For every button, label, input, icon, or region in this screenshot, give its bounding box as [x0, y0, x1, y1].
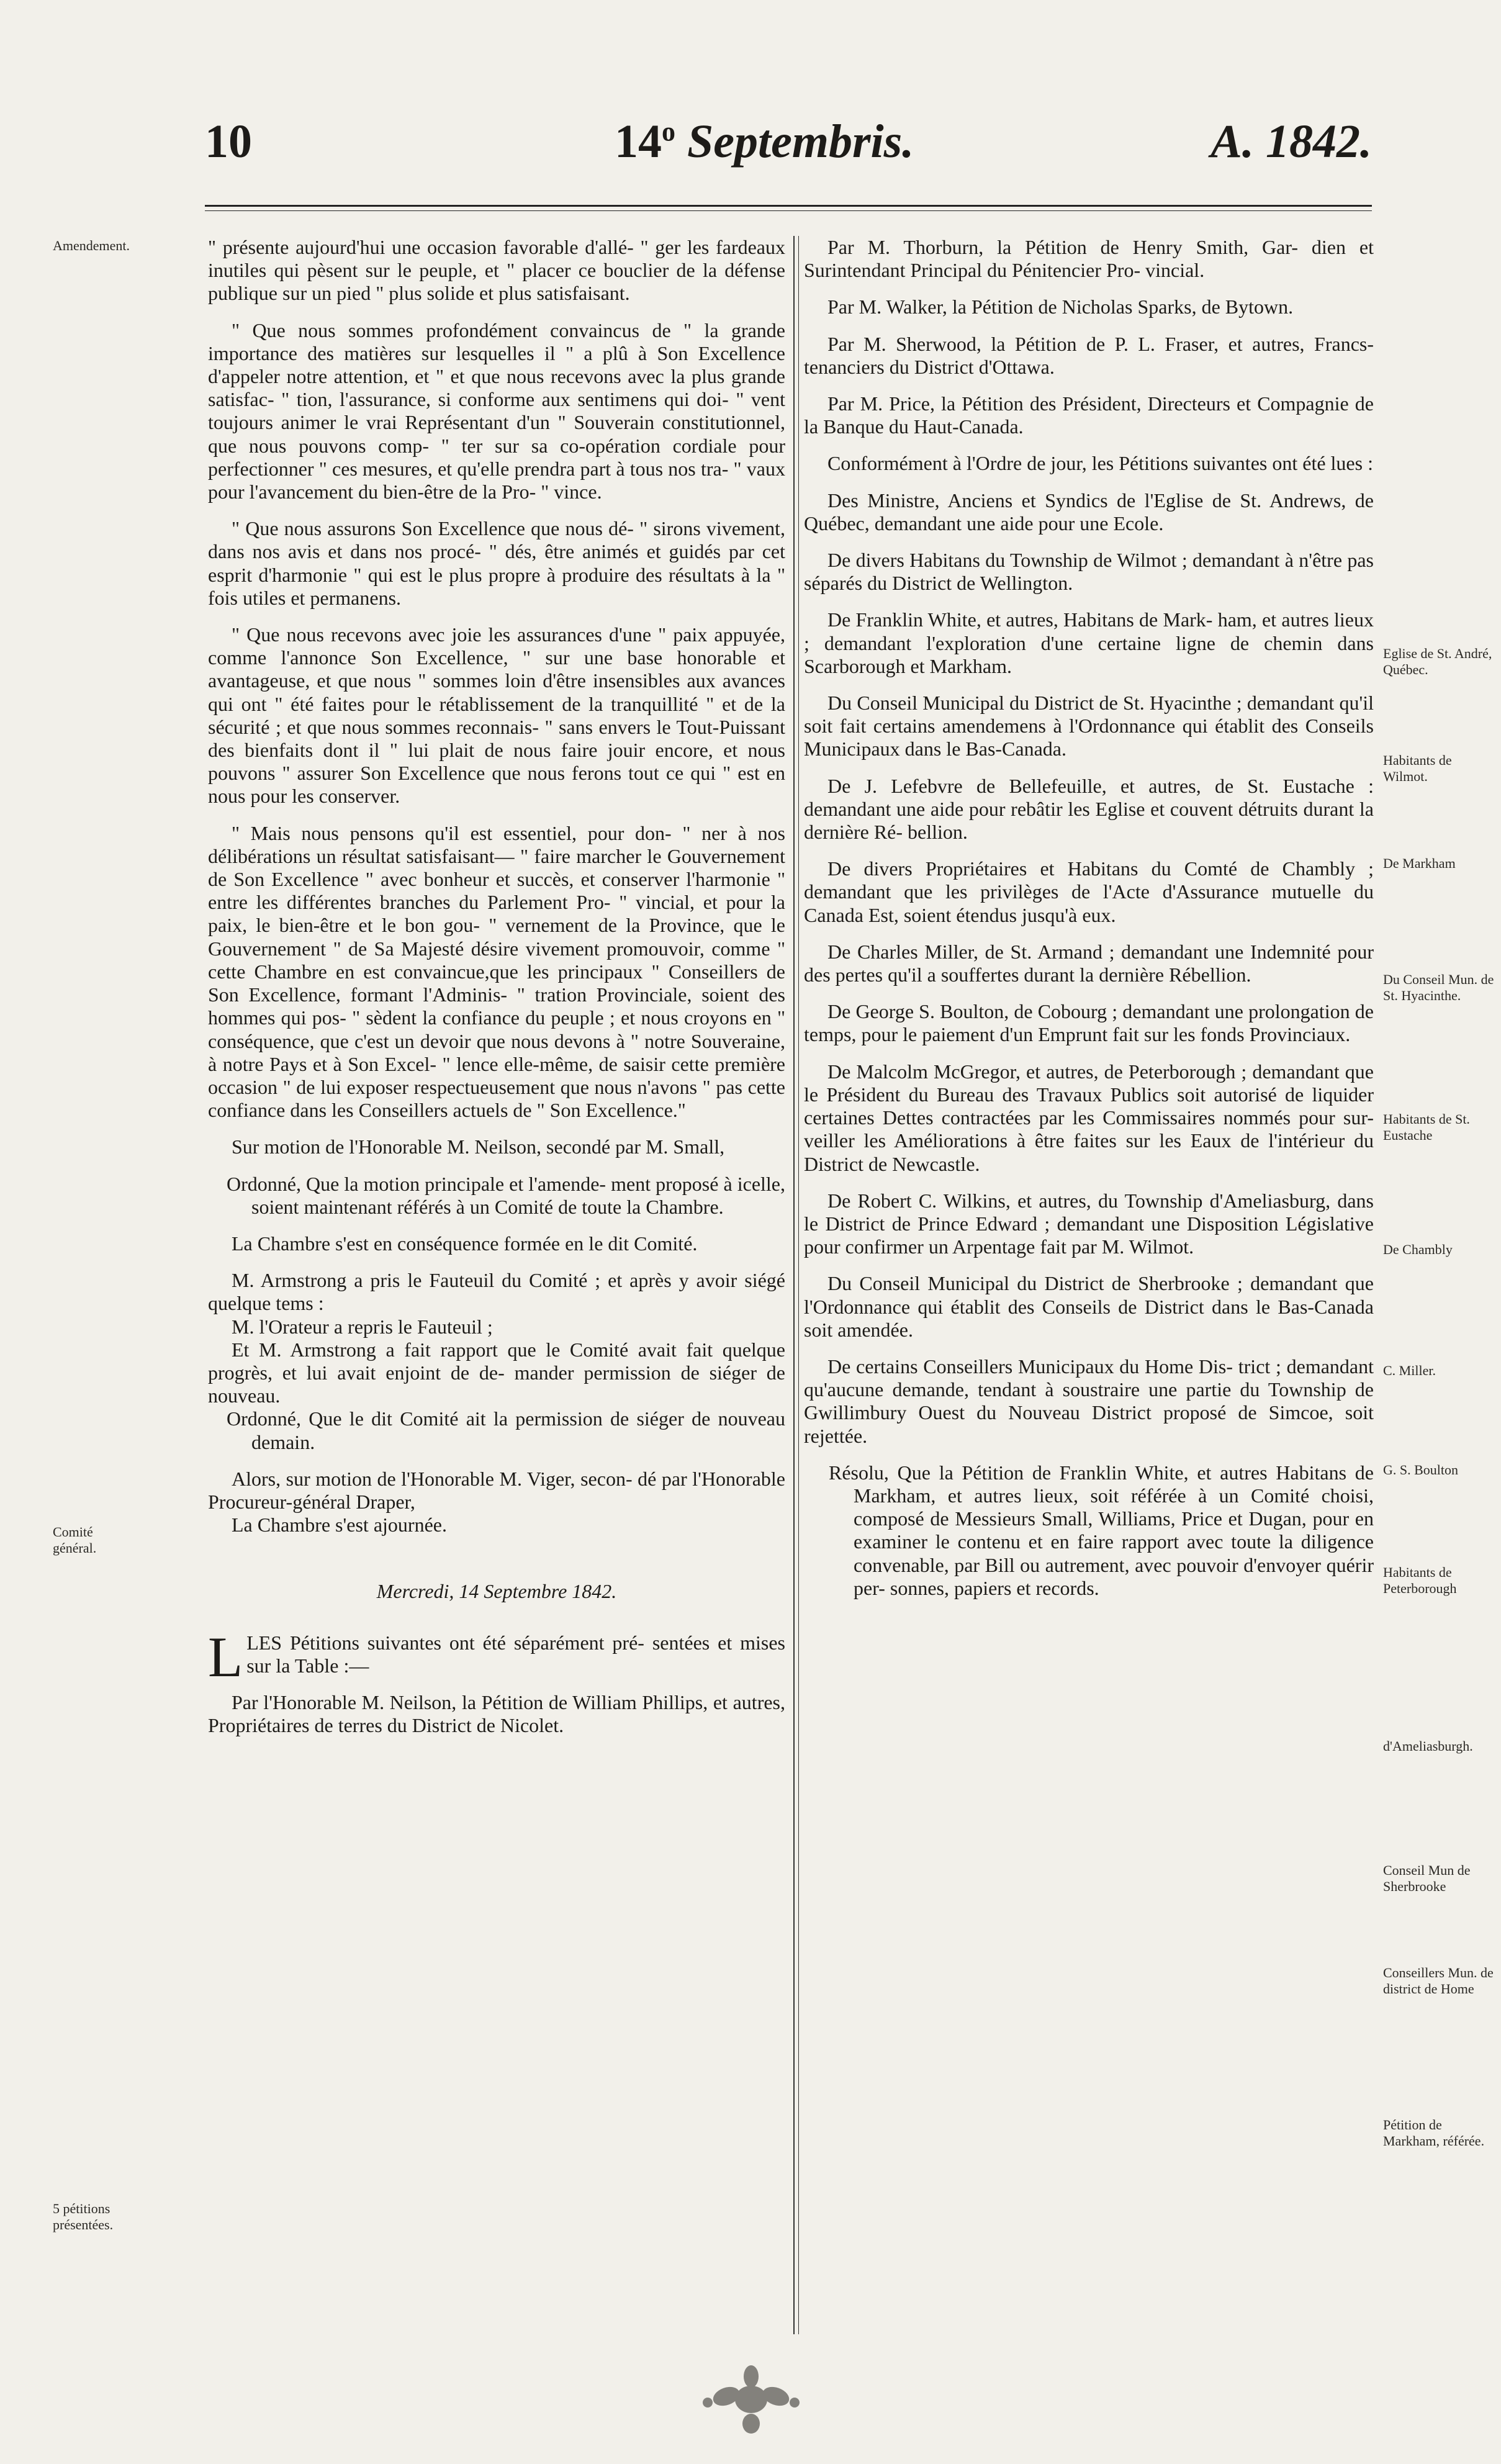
fauteuil-paragraph: M. Armstrong a pris le Fauteuil du Comité ; et après y avoir siégé quelque tems :	[208, 1269, 785, 1315]
petition-paragraph: Par M. Price, la Pétition des Président, Directeurs et Compagnie de la Banque du Haut-Canada.	[804, 392, 1374, 438]
petition-paragraph: De J. Lefebvre de Bellefeuille, et autres, de St. Eustache : demandant une aide pour rebâtir les Eglise et couvent détruits durant la dernière Ré- bellion.	[804, 774, 1374, 844]
date-word: Septembris.	[687, 115, 914, 168]
margin-note-wilmot: Habitants de Wilmot.	[1383, 752, 1452, 784]
margin-note-home-district: Conseillers Mun. de district de Home	[1383, 1965, 1494, 1997]
address-paragraph: " Que nous assurons Son Excellence que nous dé- " sirons vivement, dans nos avis et dans nos procé- " dés, être animés et guidés par cet esprit d'harmonie " qui est le plus propre à produire des résultats à la " fois utiles et permanens.	[208, 517, 785, 609]
petitions-intro-text: LES Pétitions suivantes ont été séparément pré- sentées et mises sur la Table :—	[246, 1631, 785, 1677]
margin-note-petitions: 5 pétitions présentées.	[53, 2201, 114, 2232]
motion-paragraph: Sur motion de l'Honorable M. Neilson, secondé par M. Small,	[232, 1135, 725, 1158]
address-paragraph: " présente aujourd'hui une occasion favorable d'allé- " ger les fardeaux inutiles qui pèsent sur le peuple, et " placer ce bouclier de la défense publique sur un pied " plus solide et plus satisfaisant.	[208, 236, 785, 305]
margin-note-sherbrooke: Conseil Mun de Sherbrooke	[1383, 1862, 1471, 1894]
petition-paragraph: Par M. Walker, la Pétition de Nicholas Sparks, de Bytown.	[827, 296, 1294, 318]
margin-note-comite: Comité général.	[53, 1524, 97, 1556]
left-column	[208, 236, 785, 1751]
petition-paragraph: De Robert C. Wilkins, et autres, du Township d'Ameliasburg, dans le District de Prince Edward ; demandant une Disposition Législative pour confirmer un Arpentage fait par M. Wilmot.	[804, 1189, 1374, 1258]
drop-cap-L: L	[208, 1625, 243, 1689]
ajournee-paragraph: La Chambre s'est ajournée.	[232, 1514, 447, 1537]
resolu-paragraph: Résolu, Que la Pétition de Franklin White, et autres Habitans de Markham, et autres lieux, soit référée à un Comité choisi, composé de Messieurs Small, Williams, Price et Dugan, pour en examiner le contenu et en faire rapport avec toute la diligence convenable, par Bill ou autrement, avec pouvoir d'envoyer quérir per- sonnes, papiers et records.	[829, 1461, 1374, 1599]
margin-note-amendement: Amendement.	[53, 238, 130, 253]
margin-note-boulton: G. S. Boulton	[1383, 1462, 1459, 1478]
section-date-heading: Mercredi, 14 Septembre 1842.	[376, 1580, 617, 1603]
petition-paragraph: Par M. Sherwood, la Pétition de P. L. Fraser, et autres, Francs-tenanciers du District d'Ottawa.	[804, 332, 1374, 378]
petition-paragraph: Des Ministre, Anciens et Syndics de l'Eglise de St. Andrews, de Québec, demandant une aide pour une Ecole.	[804, 489, 1374, 535]
right-column	[804, 236, 1374, 1613]
ordre-du-jour-paragraph: Conformément à l'Ordre de jour, les Pétitions suivantes ont été lues :	[827, 452, 1373, 475]
rapport-paragraph: Et M. Armstrong a fait rapport que le Comité avait fait quelque progrès, et lui avait enjoint de de- mander permission de siéger de nouveau.	[208, 1338, 785, 1407]
column-rule	[793, 236, 799, 2334]
header-rule	[205, 205, 1372, 211]
petitions-intro	[208, 1625, 785, 1689]
chambre-paragraph: La Chambre s'est en conséquence formée en le dit Comité.	[232, 1232, 698, 1255]
petition-paragraph: De Franklin White, et autres, Habitans de Mark- ham, et autres lieux ; demandant l'exploration d'une certaine ligne de chemin dans Scarborough et Markham.	[804, 608, 1374, 677]
petition-paragraph: Du Conseil Municipal du District de St. Hyacinthe ; demandant qu'il soit fait certains amendemens à l'Ordonnance qui établit des Conseils Municipaux dans le Bas-Canada.	[804, 692, 1374, 760]
address-paragraph: " Que nous recevons avec joie les assurances d'une " paix appuyée, comme l'annonce Son Excellence, " sur une base honorable et avantageuse, et que nous " sommes loin d'être insensibles aux avances qui ont " été faites pour le rétablissement de la tranquillité " et de la sécurité ; et que nous sommes reconnais- " sans envers le Tout-Puissant des bienfaits dont il " lui plait de nous faire jouir encore, et nous pouvons " assurer Son Excellence que nous ferons tout ce qui " est en nous pour les conserver.	[208, 623, 785, 808]
address-paragraph: " Mais nous pensons qu'il est essentiel, pour don- " ner à nos délibérations un résultat satisfaisant— " faire marcher le Gouvernement de Son Excellence " avec bonheur et succès, et conserver l'harmonie " entre les différentes branches du Parlement Pro- " vincial, et pour la paix, le bien-être et le bon gou- " vernement de la Province, que le Gouvernement " de Sa Majesté désire vivement promouvoir, comme " cette Chambre en est convaincue,que les principaux " Conseillers de Son Excellence, formant l'Adminis- " tration Provinciale, soient des hommes qui pos- " sèdent la confiance du peuple ; et nous croyons en " conséquence, que c'est un devoir que nous devons à " notre Souveraine, à notre Pays et à Son Excel- " lence elle-même, de saisir cette première occasion " de lui exposer respectueusement que nous n'avons " pas cette confiance dans les Conseillers actuels de " Son Excellence."	[208, 821, 785, 1122]
petition-paragraph: De certains Conseillers Municipaux du Home Dis- trict ; demandant qu'aucune demande, tendant à soustraire une partie du Township de Gwillimbury Ouest du Nouveau District proposé de Simcoe, soit rejettée.	[804, 1355, 1374, 1447]
ordonne-paragraph: Ordonné, Que la motion principale et l'amende- ment proposé à icelle, soient maintenant référés à un Comité de toute la Chambre.	[227, 1172, 785, 1218]
page-header	[205, 115, 1372, 189]
margin-note-peterborough: Habitants de Peterborough	[1383, 1564, 1457, 1596]
petition-paragraph: Par l'Honorable M. Neilson, la Pétition de William Phillips, et autres, Propriétaires de terres du District de Nicolet.	[208, 1690, 785, 1737]
alors-paragraph: Alors, sur motion de l'Honorable M. Viger, secon- dé par l'Honorable Procureur-général Draper,	[208, 1467, 785, 1513]
margin-note-petition-markham: Pétition de Markham, référée.	[1383, 2117, 1485, 2149]
orateur-paragraph: M. l'Orateur a repris le Fauteuil ;	[232, 1315, 493, 1338]
margin-note-markham: De Markham	[1383, 855, 1456, 871]
petition-paragraph: De Charles Miller, de St. Armand ; demandant une Indemnité pour des pertes qu'il a souffertes durant la dernière Rébellion.	[804, 940, 1374, 986]
address-paragraph: " Que nous sommes profondément convaincus de " la grande importance des matières sur lesquelles il " a plû à Son Excellence d'appeler notre attention, et " et que nous recevons avec la plus grande satisfac- " tion, l'assurance, si conforme aux sentimens qui doi- " vent toujours animer le vrai Représentant d'un " Souverain constitutionnel, que nous pouvons comp- " ter sur sa co-opération cordiale pour perfectionner " ces mesures, et qu'elle prendra part à tous nos tra- " vaux pour l'avancement du bien-être de la Pro- " vince.	[208, 318, 785, 503]
date-sup: o	[662, 116, 675, 147]
margin-note-ameliasburgh: d'Ameliasburgh.	[1383, 1738, 1473, 1754]
page-number: 10	[205, 115, 252, 168]
margin-note-chambly: De Chambly	[1383, 1242, 1453, 1257]
margin-note-conseil-hyacinthe: Du Conseil Mun. de St. Hyacinthe.	[1383, 972, 1494, 1003]
margin-note-eglise: Eglise de St. André, Québec.	[1383, 646, 1492, 677]
page-year: A. 1842.	[1210, 115, 1372, 168]
ornament-icon	[683, 2359, 819, 2440]
page-date	[615, 115, 914, 169]
petition-paragraph: De George S. Boulton, de Cobourg ; demandant une prolongation de temps, pour le paiement d'un Emprunt fait sur les fonds Provinciaux.	[804, 1000, 1374, 1046]
petition-paragraph: Du Conseil Municipal du District de Sherbrooke ; demandant que l'Ordonnance qui établit des Conseils de District dans le Bas-Canada soit amendée.	[804, 1272, 1374, 1341]
petition-paragraph: De divers Propriétaires et Habitans du Comté de Chambly ; demandant que les privilèges de l'Acte d'Assurance mutuelle du Canada Est, soient étendus jusqu'à eux.	[804, 857, 1374, 926]
ordonne-paragraph: Ordonné, Que le dit Comité ait la permission de siéger de nouveau demain.	[227, 1407, 785, 1453]
petition-paragraph: Par M. Thorburn, la Pétition de Henry Smith, Gar- dien et Surintendant Principal du Pénitencier Pro- vincial.	[804, 236, 1374, 282]
petition-paragraph: De Malcolm McGregor, et autres, de Peterborough ; demandant que le Président du Bureau des Travaux Publics soit autorisé de liquider certaines Dettes contractées par les Commissaires nommés pour sur- veiller les Améliorations à être faites sur les Eaux de l'intérieur du District de Newcastle.	[804, 1060, 1374, 1175]
margin-note-st-eustache: Habitants de St. Eustache	[1383, 1111, 1470, 1143]
margin-note-miller: C. Miller.	[1383, 1363, 1436, 1378]
date-number: 14	[615, 115, 662, 168]
petition-paragraph: De divers Habitans du Township de Wilmot ; demandant à n'être pas séparés du District de Wellington.	[804, 549, 1374, 595]
